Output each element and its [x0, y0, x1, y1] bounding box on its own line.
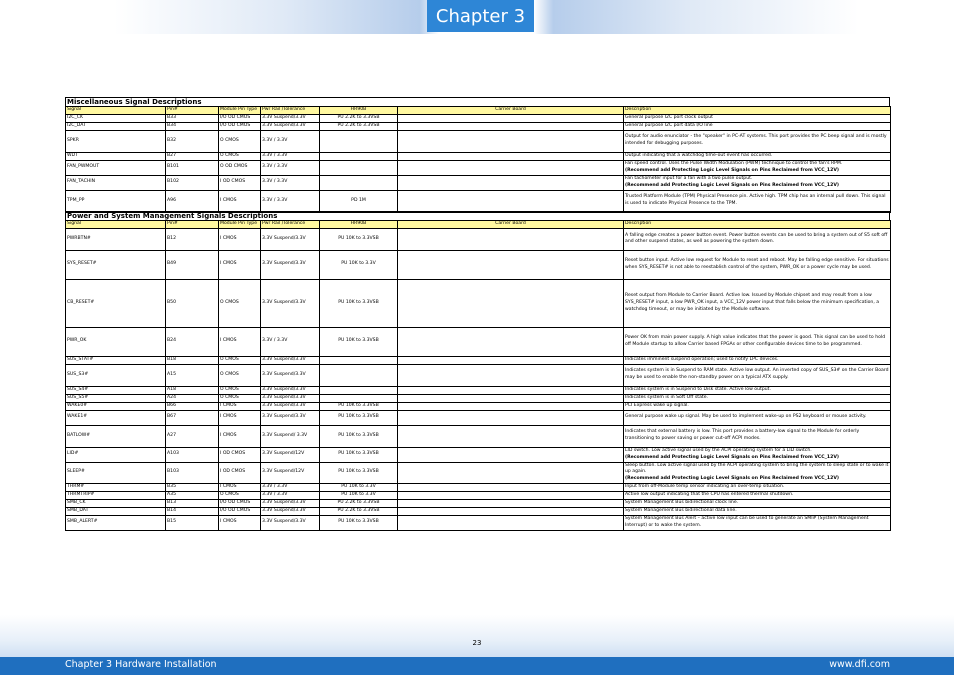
pin-cell: A96 [166, 190, 219, 212]
description-cell [624, 175, 891, 190]
pin-cell: B102 [166, 175, 219, 190]
carrier-board-cell [398, 114, 624, 122]
power-rail-cell: 3.3V Suspend/3.3V [261, 386, 320, 394]
description-text: Fan speed control. Uses the Pulse Width Modulation (PWM) technique to control the fan's RPM. [625, 160, 843, 166]
pin-cell: B18 [166, 356, 219, 364]
hr90b-cell: PU 10K to 3.3VSB [320, 228, 398, 250]
footer-website-link[interactable]: www.dfi.com [829, 659, 890, 670]
pin-type-cell: O CMOS [219, 386, 261, 394]
column-header: Module Pin Type [219, 107, 261, 115]
pin-type-cell: I CMOS [219, 190, 261, 212]
power-rail-cell: 3.3V / 3.3V [261, 130, 320, 152]
table-header-row [66, 107, 891, 115]
description-text: Fan tachometer input for a fan with a two pulse output. [625, 175, 753, 181]
signal-cell: THRM# [66, 484, 166, 492]
pin-type-cell: I CMOS [219, 327, 261, 356]
hr90b-cell: PU 10K to 3.3V [320, 492, 398, 500]
hr90b-cell [320, 175, 398, 190]
carrier-board-cell [398, 279, 624, 327]
carrier-board-cell [398, 402, 624, 410]
description-text: Indicates system is in Soft Off state. [625, 394, 708, 400]
description-cell [624, 190, 891, 212]
description-cell [624, 492, 891, 500]
signal-cell: SMB_ALERT# [66, 515, 166, 530]
power-rail-cell: 3.3V Suspend/3.3V [261, 500, 320, 508]
description-cell [624, 114, 891, 122]
table-row [66, 386, 891, 394]
power-rail-cell: 3.3V / 3.3V [261, 327, 320, 356]
carrier-board-cell [398, 364, 624, 386]
description-text: System Management Bus Alert – active low input can be used to generate an SMI# (System Management Interrupt) or to wake the system. [625, 515, 869, 528]
hr90b-cell: PU 10K to 3.3VSB [320, 462, 398, 484]
pin-cell: A27 [166, 425, 219, 447]
table-row [66, 447, 891, 462]
pin-type-cell: I CMOS [219, 425, 261, 447]
power-rail-cell: 3.3V Suspend/3.3V [261, 515, 320, 530]
table-row [66, 250, 891, 279]
table-row [66, 122, 891, 130]
column-header: Description [624, 107, 891, 115]
hr90b-cell: PU 10K to 3.3V [320, 250, 398, 279]
signal-cell: I2C_CK [66, 114, 166, 122]
table-row [66, 410, 891, 425]
column-header: Signal [66, 221, 166, 229]
hr90b-cell: PD 1M [320, 190, 398, 212]
pin-type-cell: O CMOS [219, 394, 261, 402]
pin-type-cell: I/O OD CMOS [219, 122, 261, 130]
table-row [66, 356, 891, 364]
description-cell [624, 228, 891, 250]
pin-cell: B32 [166, 130, 219, 152]
carrier-board-cell [398, 484, 624, 492]
power-rail-cell: 3.3V Suspend/3.3V [261, 279, 320, 327]
power-rail-cell: 3.3V / 3.3V [261, 160, 320, 175]
power-rail-cell: 3.3V Suspend/12V [261, 462, 320, 484]
hr90b-cell: PU 10K to 3.3VSB [320, 447, 398, 462]
signal-cell: LID# [66, 447, 166, 462]
carrier-board-cell [398, 130, 624, 152]
power-rail-cell: 3.3V / 3.3V [261, 492, 320, 500]
signal-cell: SUS_S5# [66, 394, 166, 402]
hr90b-cell: PU 2.2K to 3.3VSB [320, 114, 398, 122]
hr90b-cell: PU 10K to 3.3VSB [320, 425, 398, 447]
pin-type-cell: I CMOS [219, 402, 261, 410]
signal-cell: SPKR [66, 130, 166, 152]
carrier-board-cell [398, 394, 624, 402]
power-rail-cell: 3.3V Suspend/3.3V [261, 410, 320, 425]
pin-cell: B14 [166, 507, 219, 515]
pin-type-cell: I OD CMOS [219, 447, 261, 462]
signal-cell: WAKE1# [66, 410, 166, 425]
description-cell [624, 160, 891, 175]
description-text: Active low output indicating that the CPU has entered thermal shutdown. [625, 492, 794, 498]
carrier-board-cell [398, 122, 624, 130]
signal-cell: SMB_CK [66, 500, 166, 508]
description-text: System Management Bus bidirectional clock line. [625, 500, 739, 506]
hr90b-cell [320, 356, 398, 364]
description-cell [624, 500, 891, 508]
signal-cell: I2C_DAT [66, 122, 166, 130]
pin-cell: B101 [166, 160, 219, 175]
description-cell [624, 507, 891, 515]
hr90b-cell: PU 10K to 3.3VSB [320, 410, 398, 425]
power-rail-cell: 3.3V / 3.3V [261, 152, 320, 160]
description-note: (Recommend add Protecting Logic Level Signals on Pins Reclaimed from VCC_12V) [625, 454, 839, 460]
pin-type-cell: I CMOS [219, 228, 261, 250]
carrier-board-cell [398, 515, 624, 530]
pin-cell: B15 [166, 515, 219, 530]
pin-cell: B12 [166, 228, 219, 250]
signal-cell: TPM_PP [66, 190, 166, 212]
pin-cell: A35 [166, 492, 219, 500]
signal-cell: PWR_OK [66, 327, 166, 356]
carrier-board-cell [398, 160, 624, 175]
description-text: LID switch. Low active signal used by the ACPI operating system for a LID switch. [625, 447, 812, 453]
description-text: General purpose I2C port clock output [625, 114, 713, 120]
pin-type-cell: I CMOS [219, 410, 261, 425]
carrier-board-cell [398, 462, 624, 484]
description-cell [624, 130, 891, 152]
hr90b-cell [320, 152, 398, 160]
description-cell [624, 250, 891, 279]
power-rail-cell: 3.3V Suspend/3.3V [261, 507, 320, 515]
pin-cell: B34 [166, 122, 219, 130]
pin-type-cell: I/O OD CMOS [219, 507, 261, 515]
description-text: Reset output from Module to Carrier Board. Active low. Issued by Module chipset and may result from a low SYS_RESET# input, a low PWR_OK input, a VCC_12V power input that falls below the minimum specification, a watchdog timeout, or may be initiated by the Module software. [625, 293, 880, 312]
carrier-board-cell [398, 425, 624, 447]
pin-cell: B27 [166, 152, 219, 160]
pin-cell: B13 [166, 500, 219, 508]
description-text: Indicates system is in Suspend to RAM state. Active low output. An inverted copy of SUS_S3# on the Carrier Board may be used to enable the non-standby power on a typical ATX supply. [625, 368, 889, 381]
carrier-board-cell [398, 175, 624, 190]
signal-cell: FAN_PWMOUT [66, 160, 166, 175]
column-header: Carrier Board [398, 221, 624, 229]
signal-cell: SLEEP# [66, 462, 166, 484]
hr90b-cell: PU 2.2K to 3.3VSB [320, 122, 398, 130]
table-header-row [66, 221, 891, 229]
table-row [66, 160, 891, 175]
description-cell [624, 402, 891, 410]
carrier-board-cell [398, 386, 624, 394]
power-rail-cell: 3.3V Suspend/3.3V [261, 114, 320, 122]
description-text: Output for audio enunciator - the "speaker" in PC-AT systems. This port provides the PC beep signal and is mostly intended for debugging purposes. [625, 134, 887, 147]
hr90b-cell: PU 10K to 3.3VSB [320, 327, 398, 356]
pin-cell: B35 [166, 484, 219, 492]
description-note: (Recommend add Protecting Logic Level Signals on Pins Reclaimed from VCC_12V) [625, 182, 839, 188]
hr90b-cell [320, 160, 398, 175]
pin-type-cell: O CMOS [219, 152, 261, 160]
signal-cell: SMB_DAT [66, 507, 166, 515]
carrier-board-cell [398, 250, 624, 279]
column-header: HR90B [320, 107, 398, 115]
power-rail-cell: 3.3V Suspend/3.3V [261, 122, 320, 130]
description-text: PCI Express wake up signal. [625, 402, 689, 408]
column-header: Pwr Rail /Tolerance [261, 221, 320, 229]
power-rail-cell: 3.3V / 3.3V [261, 484, 320, 492]
description-cell [624, 410, 891, 425]
misc-signals-section [65, 97, 890, 213]
description-cell [624, 462, 891, 484]
table-row [66, 394, 891, 402]
pin-cell: A18 [166, 386, 219, 394]
pin-type-cell: I CMOS [219, 250, 261, 279]
description-text: System Management Bus bidirectional data line. [625, 507, 737, 513]
description-cell [624, 425, 891, 447]
carrier-board-cell [398, 507, 624, 515]
pin-cell: B24 [166, 327, 219, 356]
pin-type-cell: I OD CMOS [219, 175, 261, 190]
footer-band [0, 615, 954, 657]
power-rail-cell: 3.3V Suspend/3.3V [261, 402, 320, 410]
description-text: General purpose wake up signal. May be used to implement wake-up on PS2 keyboard or mouse activity. [625, 414, 867, 420]
table-row [66, 114, 891, 122]
table-row [66, 279, 891, 327]
pin-type-cell: I/O OD CMOS [219, 114, 261, 122]
hr90b-cell [320, 364, 398, 386]
pin-cell: B50 [166, 279, 219, 327]
pin-cell: B66 [166, 402, 219, 410]
column-header: HR90B [320, 221, 398, 229]
table-row [66, 175, 891, 190]
misc-section-title: Miscellaneous Signal Descriptions [65, 97, 890, 106]
hr90b-cell [320, 386, 398, 394]
description-cell [624, 279, 891, 327]
column-header: Description [624, 221, 891, 229]
table-row [66, 130, 891, 152]
signal-cell: WAKE0# [66, 402, 166, 410]
column-header: Signal [66, 107, 166, 115]
pin-type-cell: I OD CMOS [219, 462, 261, 484]
table-row [66, 492, 891, 500]
column-header: Module Pin Type [219, 221, 261, 229]
power-rail-cell: 3.3V Suspend/3.3V [261, 394, 320, 402]
description-note: (Recommend add Protecting Logic Level Signals on Pins Reclaimed from VCC_12V) [625, 167, 839, 173]
pin-type-cell: O CMOS [219, 279, 261, 327]
description-cell [624, 386, 891, 394]
carrier-board-cell [398, 356, 624, 364]
carrier-board-cell [398, 228, 624, 250]
table-row [66, 152, 891, 160]
signal-cell: THRMTRIP# [66, 492, 166, 500]
table-row [66, 500, 891, 508]
signal-cell: PWRBTN# [66, 228, 166, 250]
pin-type-cell: O CMOS [219, 492, 261, 500]
power-rail-cell: 3.3V Suspend/3.3V [261, 356, 320, 364]
pin-type-cell: O CMOS [219, 364, 261, 386]
column-header: Carrier Board [398, 107, 624, 115]
footer-chapter-label: Chapter 3 Hardware Installation [65, 659, 217, 670]
carrier-board-cell [398, 447, 624, 462]
pin-cell: A15 [166, 364, 219, 386]
pin-type-cell: I CMOS [219, 484, 261, 492]
table-row [66, 364, 891, 386]
description-cell [624, 364, 891, 386]
pin-type-cell: O CMOS [219, 356, 261, 364]
power-rail-cell: 3.3V Suspend/12V [261, 447, 320, 462]
description-cell [624, 447, 891, 462]
power-rail-cell: 3.3V Suspend/3.3V [261, 364, 320, 386]
signal-cell: SUS_STAT# [66, 356, 166, 364]
hr90b-cell [320, 394, 398, 402]
table-row [66, 515, 891, 530]
description-cell [624, 484, 891, 492]
pin-cell: B33 [166, 114, 219, 122]
signal-cell: FAN_TACHIN [66, 175, 166, 190]
power-rail-cell: 3.3V / 3.3V [261, 175, 320, 190]
description-text: General purpose I2C port data I/O line [625, 122, 713, 128]
hr90b-cell: PU 10K to 3.3VSB [320, 279, 398, 327]
description-text: A falling edge creates a power button event. Power button events can be used to bring a system out of S5 soft off and other suspend states, as well as powering the system down. [625, 232, 888, 245]
table-row [66, 462, 891, 484]
table-row [66, 327, 891, 356]
description-text: Reset button input. Active low request for Module to reset and reboot. May be falling edge sensitive. For situations when SYS_RESET# is not able to reestablish control of the system, PWR_OK or a power cycle may be used. [625, 258, 889, 270]
power-rail-cell: 3.3V / 3.3V [261, 190, 320, 212]
misc-signals-table [65, 106, 891, 213]
pin-type-cell: I/O OD CMOS [219, 500, 261, 508]
description-text: Power OK from main power supply. A high value indicates that the power is good. This signal can be used to hold off Module startup to allow Carrier based FPGAs or other configurable devices time to be programmed. [625, 335, 886, 347]
description-note: (Recommend add Protecting Logic Level Signals on Pins Reclaimed from VCC_12V) [625, 476, 839, 482]
pin-type-cell: O OD CMOS [219, 160, 261, 175]
table-row [66, 425, 891, 447]
power-rail-cell: 3.3V Suspend/ 3.3V [261, 425, 320, 447]
hr90b-cell: PU 10K to 3.3V [320, 484, 398, 492]
signal-cell: CB_RESET# [66, 279, 166, 327]
pin-cell: B103 [166, 462, 219, 484]
hr90b-cell: PU 2.2K to 3.3VSB [320, 507, 398, 515]
pin-cell: B49 [166, 250, 219, 279]
power-section-title: Power and System Management Signals Descriptions [65, 211, 890, 220]
description-cell [624, 152, 891, 160]
description-text: Input from off-Module temp sensor indicating an over-temp situation. [625, 484, 785, 490]
pin-cell: B67 [166, 410, 219, 425]
description-cell [624, 515, 891, 530]
table-row [66, 484, 891, 492]
description-text: Indicates system is in Suspend to Disk state. Active low output. [625, 386, 771, 392]
signal-cell: SUS_S4# [66, 386, 166, 394]
chapter-tab: Chapter 3 [427, 0, 534, 32]
signal-cell: WDT [66, 152, 166, 160]
column-header: Pwr Rail /Tolerance [261, 107, 320, 115]
carrier-board-cell [398, 152, 624, 160]
pin-type-cell: I CMOS [219, 515, 261, 530]
table-row [66, 228, 891, 250]
power-rail-cell: 3.3V Suspend/3.3V [261, 250, 320, 279]
footer-bar [0, 657, 954, 675]
description-cell [624, 356, 891, 364]
signal-cell: SUS_S3# [66, 364, 166, 386]
hr90b-cell: PU 10K to 3.3VSB [320, 515, 398, 530]
description-text: Indicates that external battery is low. This port provides a battery-low signal to the Module for orderly transitioning to power saving or power cut-off ACPI modes. [625, 429, 860, 442]
power-signals-table [65, 220, 891, 531]
carrier-board-cell [398, 492, 624, 500]
hr90b-cell [320, 130, 398, 152]
description-text: Output indicating that a watchdog time-out event has occurred. [625, 152, 773, 158]
pin-type-cell: O CMOS [219, 130, 261, 152]
power-rail-cell: 3.3V Suspend/3.3V [261, 228, 320, 250]
table-row [66, 402, 891, 410]
description-text: Trusted Platform Module (TPM) Physical Presence pin. Active high. TPM chip has an internal pull down. This signal is used to indicate Physical Presence to the TPM. [625, 194, 886, 207]
description-cell [624, 122, 891, 130]
carrier-board-cell [398, 500, 624, 508]
column-header: Pin# [166, 221, 219, 229]
signal-cell: BATLOW# [66, 425, 166, 447]
carrier-board-cell [398, 327, 624, 356]
pin-cell: A103 [166, 447, 219, 462]
description-cell [624, 394, 891, 402]
table-row [66, 190, 891, 212]
hr90b-cell: PU 2.2K to 3.3VSB [320, 500, 398, 508]
description-text: Indicates imminent suspend operation; used to notify LPC devices. [625, 356, 779, 362]
page-number: 23 [472, 639, 482, 647]
column-header: Pin# [166, 107, 219, 115]
description-text: Sleep button. Low active signal used by the ACPI operating system to bring the system to sleep state or to wake it up again. [625, 462, 889, 475]
table-row [66, 507, 891, 515]
power-signals-section [65, 211, 890, 531]
signal-cell: SYS_RESET# [66, 250, 166, 279]
carrier-board-cell [398, 410, 624, 425]
hr90b-cell: PU 10K to 3.3VSB [320, 402, 398, 410]
description-cell [624, 327, 891, 356]
pin-cell: A24 [166, 394, 219, 402]
carrier-board-cell [398, 190, 624, 212]
